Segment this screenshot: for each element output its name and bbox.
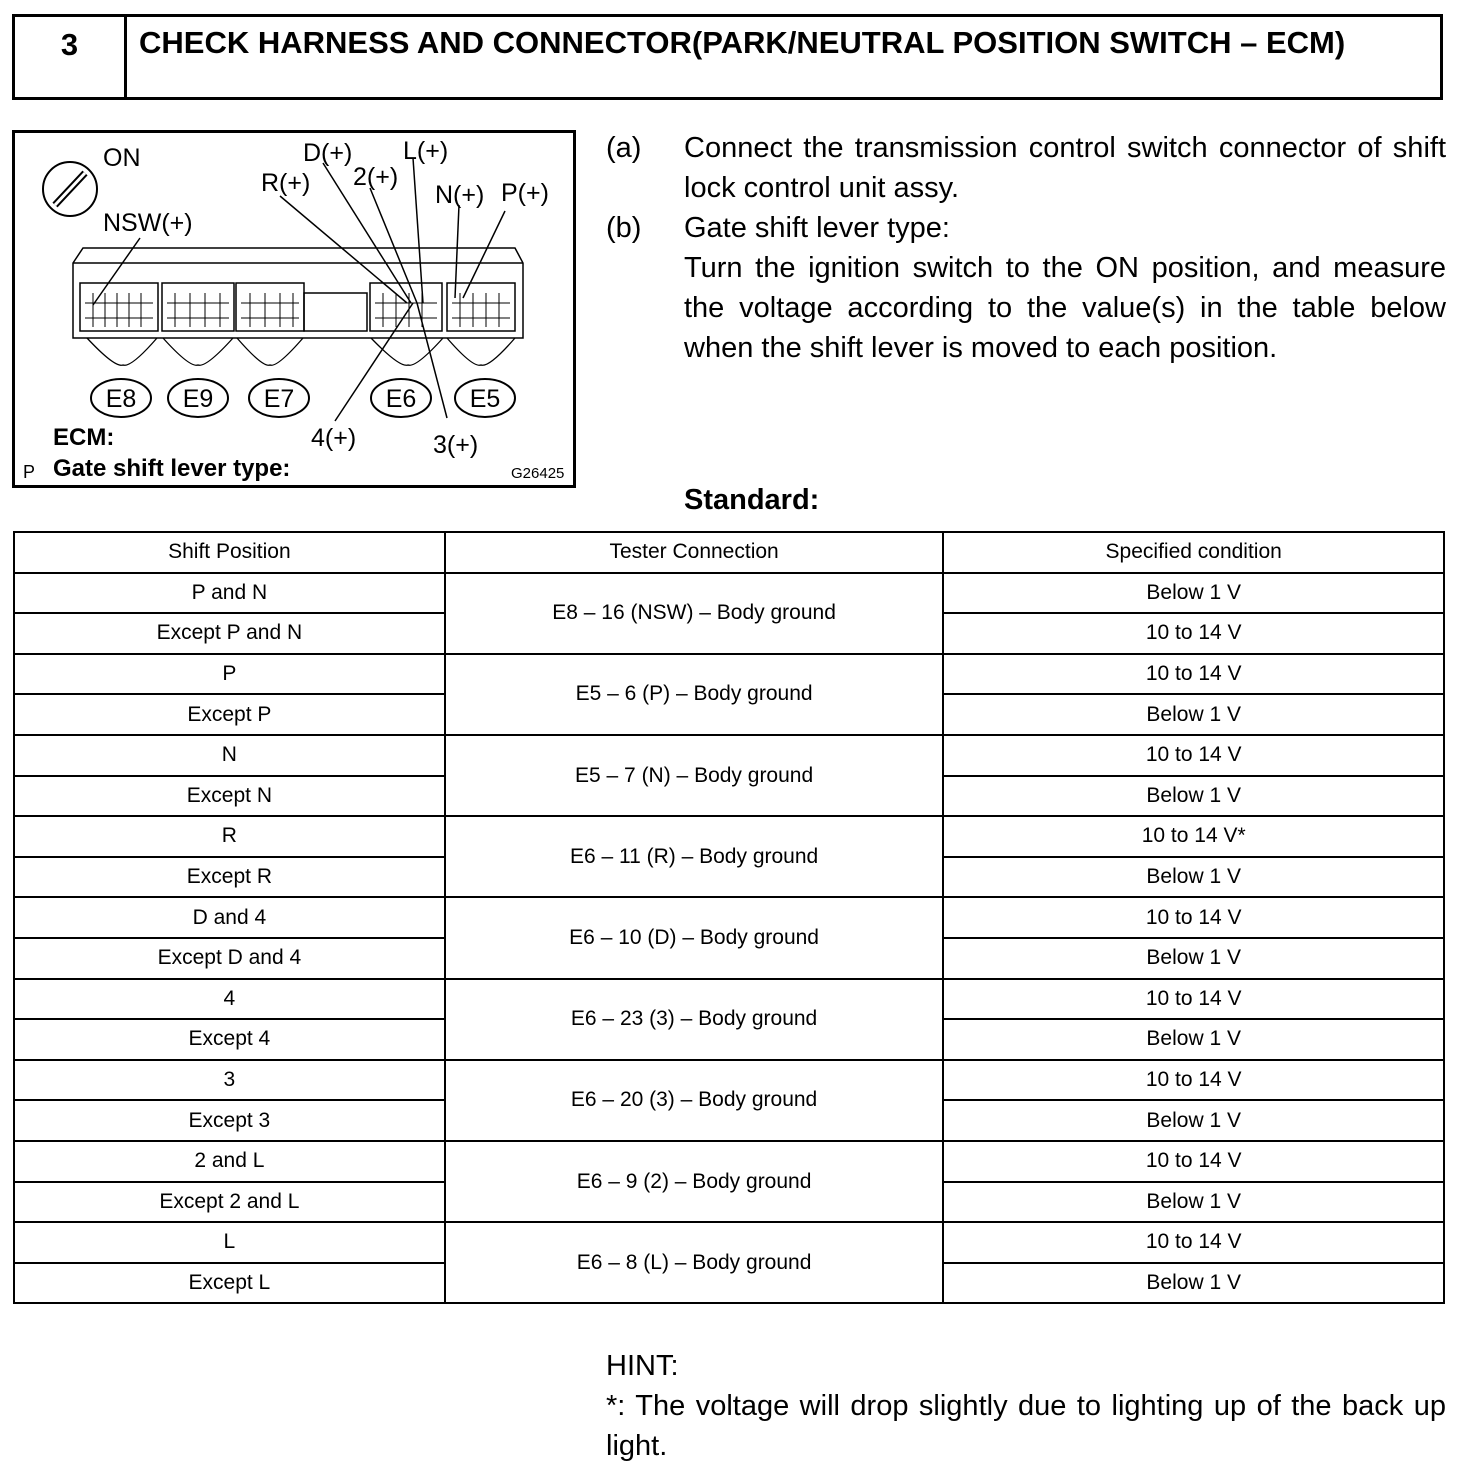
tester-connection-cell: E5 – 7 (N) – Body ground [445, 735, 944, 816]
table-row [14, 654, 1444, 695]
tester-connection-cell: E6 – 10 (D) – Body ground [445, 897, 944, 978]
connector-block-e9 [162, 283, 234, 331]
specified-condition-cell: 10 to 14 V [943, 654, 1444, 695]
pin-label-4: 4(+) [311, 424, 357, 452]
connector-e8-label: E8 [105, 385, 137, 413]
tester-connection-cell: E5 – 6 (P) – Body ground [445, 654, 944, 735]
hint-label: HINT: [606, 1350, 679, 1382]
specified-condition-cell: Below 1 V [943, 694, 1444, 735]
pin-label-3: 3(+) [433, 431, 479, 459]
specified-condition-cell: Below 1 V [943, 573, 1444, 614]
tester-connection-cell: E6 – 11 (R) – Body ground [445, 816, 944, 897]
step-number: 3 [15, 17, 127, 97]
connector-e5-label: E5 [469, 385, 501, 413]
tester-connection-cell: E8 – 16 (NSW) – Body ground [445, 573, 944, 654]
instruction-letter: (a) [606, 132, 642, 164]
instruction-text: Gate shift lever type: [684, 212, 950, 244]
specified-condition-cell: 10 to 14 V [943, 897, 1444, 938]
pin-label-d: D(+) [303, 139, 353, 167]
instruction-a [606, 128, 1446, 208]
table-row [14, 1060, 1444, 1101]
figure-corner-mark: P [23, 462, 36, 482]
connector-block-e8 [80, 283, 158, 331]
table-row [14, 1141, 1444, 1182]
shift-position-cell: 2 and L [14, 1141, 445, 1182]
specified-condition-cell: 10 to 14 V [943, 735, 1444, 776]
ecm-connector-figure [12, 130, 576, 488]
instruction-b [606, 208, 1446, 368]
table-row [14, 897, 1444, 938]
connector-e7-label: E7 [263, 385, 295, 413]
pin-label-nsw: NSW(+) [103, 209, 193, 237]
pin-label-l: L(+) [403, 137, 449, 165]
shift-position-cell: P [14, 654, 445, 695]
column-header: Tester Connection [445, 532, 944, 573]
column-header: Shift Position [14, 532, 445, 573]
connector-block-e7 [236, 283, 304, 331]
instruction-text: Connect the transmission control switch connector of shift lock control unit assy. [684, 132, 1446, 204]
ignition-on-label: ON [103, 144, 141, 172]
shift-position-cell: 3 [14, 1060, 445, 1101]
shift-position-cell: D and 4 [14, 897, 445, 938]
specification-table [13, 531, 1445, 1304]
specified-condition-cell: Below 1 V [943, 938, 1444, 979]
hint-section [606, 1346, 1446, 1466]
hint-note: *: The voltage will drop slightly due to lighting up of the back up light. [606, 1390, 1446, 1462]
specified-condition-cell: Below 1 V [943, 1263, 1444, 1304]
shift-position-cell: Except P [14, 694, 445, 735]
table-header-row [14, 532, 1444, 573]
shift-position-cell: Except 2 and L [14, 1182, 445, 1223]
figure-id: G26425 [511, 465, 565, 482]
pin-label-r: R(+) [261, 169, 311, 197]
table-row [14, 735, 1444, 776]
specified-condition-cell: Below 1 V [943, 1182, 1444, 1223]
tester-connection-cell: E6 – 9 (2) – Body ground [445, 1141, 944, 1222]
shift-position-cell: Except P and N [14, 613, 445, 654]
shift-position-cell: Except D and 4 [14, 938, 445, 979]
tester-connection-cell: E6 – 8 (L) – Body ground [445, 1222, 944, 1303]
connector-e6-label: E6 [385, 385, 417, 413]
shift-position-cell: 4 [14, 979, 445, 1020]
shift-position-cell: Except 3 [14, 1100, 445, 1141]
ecm-center-recess [304, 293, 367, 331]
pin-label-p: P(+) [501, 179, 549, 207]
connector-block-e5 [447, 283, 515, 331]
specified-condition-cell: 10 to 14 V [943, 979, 1444, 1020]
ecm-label: ECM: [53, 424, 115, 451]
shift-position-cell: L [14, 1222, 445, 1263]
shift-position-cell: Except L [14, 1263, 445, 1304]
shift-position-cell: Except R [14, 857, 445, 898]
table-row [14, 979, 1444, 1020]
shift-position-cell: N [14, 735, 445, 776]
table-body [14, 573, 1444, 1304]
instruction-detail: Turn the ignition switch to the ON position, and measure the voltage according to the value(s) in the table below when the shift lever is moved to each position. [684, 252, 1446, 364]
specified-condition-cell: 10 to 14 V [943, 1060, 1444, 1101]
standard-label: Standard: [684, 484, 820, 516]
ignition-switch-icon [43, 162, 97, 216]
pin-label-n: N(+) [435, 181, 485, 209]
table-row [14, 816, 1444, 857]
shift-position-cell: P and N [14, 573, 445, 614]
specified-condition-cell: 10 to 14 V [943, 1222, 1444, 1263]
shift-position-cell: R [14, 816, 445, 857]
pin-label-2: 2(+) [353, 163, 399, 191]
instruction-letter: (b) [606, 212, 642, 244]
step-header [12, 14, 1443, 100]
specified-condition-cell: Below 1 V [943, 1100, 1444, 1141]
column-header: Specified condition [943, 532, 1444, 573]
specified-condition-cell: 10 to 14 V [943, 1141, 1444, 1182]
step-title: CHECK HARNESS AND CONNECTOR(PARK/NEUTRAL POSITION SWITCH – ECM) [139, 25, 1346, 60]
specified-condition-cell: 10 to 14 V* [943, 816, 1444, 857]
table-row [14, 573, 1444, 614]
gate-shift-type-label: Gate shift lever type: [53, 455, 291, 482]
table-row [14, 1222, 1444, 1263]
specified-condition-cell: Below 1 V [943, 1019, 1444, 1060]
shift-position-cell: Except N [14, 776, 445, 817]
shift-position-cell: Except 4 [14, 1019, 445, 1060]
specified-condition-cell: Below 1 V [943, 776, 1444, 817]
connector-e9-label: E9 [182, 385, 214, 413]
connector-block-e6 [370, 283, 442, 331]
specified-condition-cell: Below 1 V [943, 857, 1444, 898]
tester-connection-cell: E6 – 20 (3) – Body ground [445, 1060, 944, 1141]
instruction-list [606, 128, 1446, 368]
specified-condition-cell: 10 to 14 V [943, 613, 1444, 654]
tester-connection-cell: E6 – 23 (3) – Body ground [445, 979, 944, 1060]
